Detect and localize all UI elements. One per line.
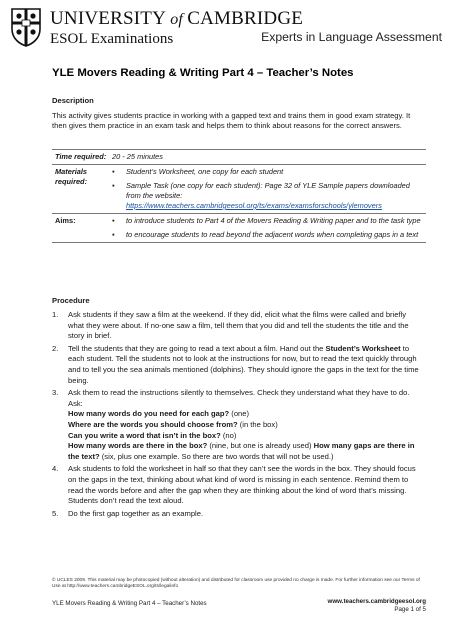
aims-row (52, 214, 426, 243)
procedure-step: 1. Ask students if they saw a film at the weekend. If they did, elicit what the films were called and briefly what they were about. If no-one saw a film, tell them that you did and tell the students the title and the story in brief. (52, 310, 409, 341)
procedure-step: 3. Ask them to read the instructions silently to themselves. Check they understand what they have to do. Ask: How many words do you need for each gap? (one) Where are the words you should choose from? (in the box) Can you write a word that isn’t in the box? (no) How many words are there in the box? (nine, but one is already used) How many gaps are there in the text? (six, plus one example. So there are two words that will not be used.) (52, 388, 424, 462)
question-1: How many words do you need for each gap? (one) (68, 409, 250, 419)
time-value: 20 - 25 minutes (112, 152, 163, 161)
aims-item: ▪ to encourage students to read beyond the adjacent words when completing gaps in a text (112, 230, 419, 239)
square-bullet-icon: ▪ (112, 230, 115, 239)
question-4: How many words are there in the box? (nine, but one is already used) How many gaps are there in the text? (six, plus one example. So there are two words that will not be used.) (68, 441, 415, 461)
time-label: Time required: (55, 152, 107, 161)
materials-label: Materials required: (55, 167, 88, 186)
description-heading: Description (52, 96, 94, 105)
copyright-notice: © UCLES 2009. This material may be photocopied (without alteration) and distributed for classroom use provided no charge is made. For further information see our Terms of Use at http://www.teachers.cambridgeESOL.org/ts/legalinfo (52, 578, 420, 589)
tagline: Experts in Language Assessment (261, 30, 442, 44)
procedure-heading: Procedure (52, 296, 90, 305)
footer-info (328, 598, 426, 615)
materials-item: ▪ Sample Task (one copy for each student): Page 32 of YLE Sample papers downloaded from the website: https://www.teachers.cambridgeesol.org/ts/exams/examsforschools/ylemovers (112, 181, 410, 210)
time-row (52, 150, 426, 165)
sample-papers-link[interactable]: https://www.teachers.cambridgeesol.org/ts/exams/examsforschools/ylemovers (126, 201, 382, 210)
procedure-step: 4. Ask students to fold the worksheet in half so that they can’t see the words in the box. They should focus on the gaps in the text, thinking about what kind of word is missing in each sentence. Remind them to read the words before and after the gap when they are thinking about the kind of word that’s missing. Students don’t read the text aloud. (52, 464, 416, 506)
procedure-list (52, 310, 424, 521)
aims-label: Aims: (55, 216, 76, 225)
procedure-step: 5. Do the first gap together as an example. (52, 508, 204, 518)
page-title: YLE Movers Reading & Writing Part 4 – Teacher’s Notes (52, 67, 354, 79)
university-crest-icon (10, 7, 42, 47)
materials-row (52, 165, 426, 214)
question-2: Where are the words you should choose from? (in the box) (68, 419, 278, 429)
esol-examinations: ESOL Examinations (50, 31, 174, 47)
footer-url[interactable]: www.teachers.cambridgeesol.org (327, 598, 426, 605)
page-number: Page 1 of 5 (394, 606, 426, 614)
university-name: UNIVERSITY of CAMBRIDGE (50, 8, 304, 29)
square-bullet-icon: ▪ (112, 181, 115, 190)
procedure-step: 2. Tell the students that they are going to read a text about a film. Hand out the Student’s Worksheet to each student. Tell the students not to look at the instructions for now, but to read the text quickly through and to tell you the sea animals mentioned (dolphins). They should ignore the gaps in the text for the time being. (52, 343, 419, 385)
square-bullet-icon: ▪ (112, 167, 115, 176)
footer-title: YLE Movers Reading & Writing Part 4 – Teacher’s Notes (52, 600, 207, 607)
page-header (10, 7, 442, 53)
description-body: This activity gives students practice in working with a gapped text and trains them in good exam strategy. It then gives them practice in an exam task and helps them to think about reasons for the correct answers. (52, 111, 411, 131)
question-3: Can you write a word that isn’t in the box? (no) (68, 430, 237, 440)
square-bullet-icon: ▪ (112, 216, 115, 225)
materials-item: ▪ Student’s Worksheet, one copy for each student (112, 167, 284, 176)
aims-item: ▪ to introduce students to Part 4 of the Movers Reading & Writing paper and to the task type (112, 216, 421, 225)
info-table (52, 149, 426, 243)
